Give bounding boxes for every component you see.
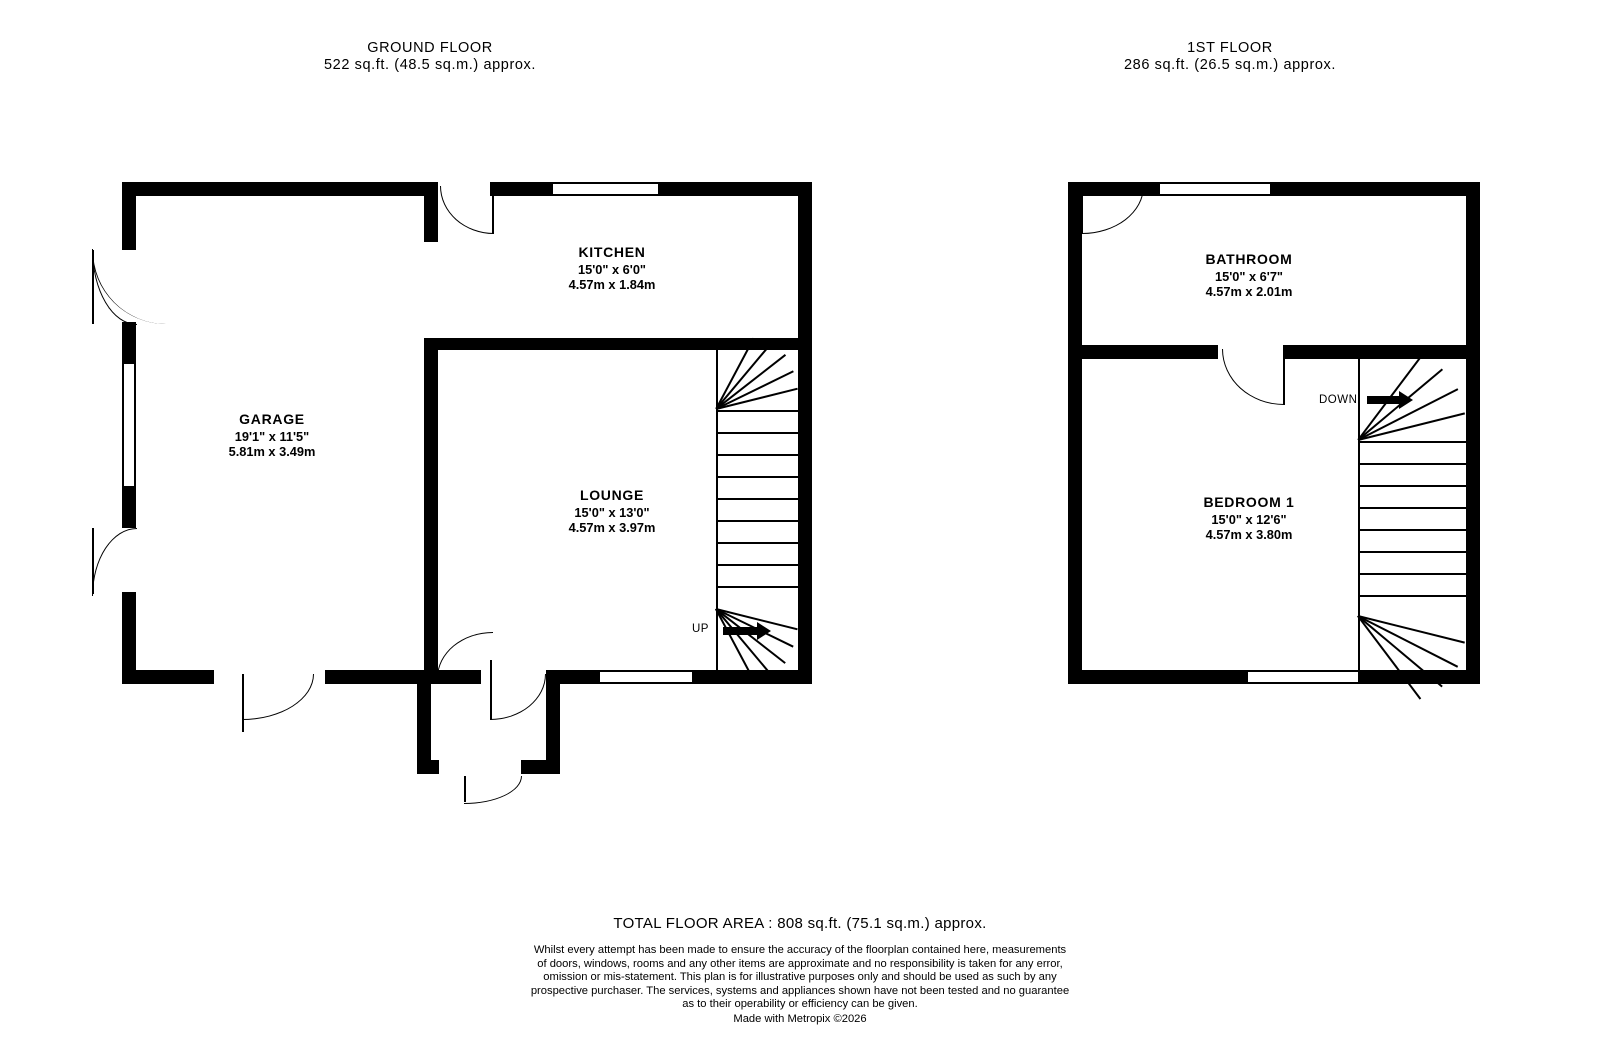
ground-floor-title: GROUND FLOOR xyxy=(367,40,493,56)
wall-gf-right xyxy=(798,182,812,684)
room-name-kitchen: KITCHEN xyxy=(578,244,646,260)
disclaimer-line-2: of doors, windows, rooms and any other items are approximate and no responsibility is taken for any error, xyxy=(537,957,1063,970)
wall-ff-bottom-right xyxy=(1358,670,1480,684)
wall-ff-top-right xyxy=(1270,182,1480,196)
wall-garage-divider-top xyxy=(424,182,438,242)
made-with-credit: Made with Metropix ©2026 xyxy=(733,1012,867,1025)
room-dim-imperial-garage: 19'1" x 11'5" xyxy=(234,429,310,444)
wall-garage-bottom-right xyxy=(325,670,343,684)
stairs-down-arrow-head xyxy=(1399,391,1413,409)
ground-floor-heading xyxy=(280,40,580,73)
room-name-garage: GARAGE xyxy=(239,411,305,427)
first-floor-title: 1ST FLOOR xyxy=(1187,40,1273,56)
room-dim-metric-garage: 5.81m x 3.49m xyxy=(228,444,316,459)
room-dim-imperial-lounge: 15'0" x 13'0" xyxy=(574,505,650,520)
room-label-bedroom1 xyxy=(1145,495,1353,542)
footer xyxy=(300,915,1300,1026)
room-label-garage xyxy=(168,412,376,459)
wall-garage-left-mid xyxy=(122,322,136,364)
total-floor-area: TOTAL FLOOR AREA : 808 sq.ft. (75.1 sq.m.) approx. xyxy=(613,915,987,932)
wall-garage-left-top xyxy=(122,182,136,250)
disclaimer-line-1: Whilst every attempt has been made to ensure the accuracy of the floorplan contained here, measurements xyxy=(533,944,1067,956)
door-swing-garage-rear xyxy=(242,674,314,720)
window-bathroom-front xyxy=(1160,182,1270,196)
door-swing-garage-side-bottom xyxy=(92,528,137,596)
room-dim-metric-lounge: 4.57m x 3.97m xyxy=(568,520,656,535)
wall-porch-left xyxy=(417,670,431,774)
disclaimer-line-5: as to their operability or efficiency can be given. xyxy=(682,998,918,1010)
door-swing-hall-inner xyxy=(490,674,546,720)
room-name-bedroom1: BEDROOM 1 xyxy=(1203,494,1295,510)
room-label-lounge xyxy=(508,488,716,535)
window-bedroom-rear xyxy=(1248,670,1358,684)
wall-ff-right xyxy=(1466,182,1480,684)
door-swing-bathroom xyxy=(1222,349,1284,405)
wall-garage-left-mid2 xyxy=(122,486,136,528)
room-dim-imperial-bathroom: 15'0" x 6'7" xyxy=(1214,269,1284,284)
wall-porch-right xyxy=(546,670,560,774)
window-kitchen-front xyxy=(553,182,658,196)
wall-garage-bottom-left xyxy=(122,670,214,684)
door-leaf-hall-inner xyxy=(490,674,492,720)
stairs-up-label: UP xyxy=(692,623,709,635)
wall-ff-bottom-left xyxy=(1068,670,1248,684)
door-swing-landing-top xyxy=(1082,186,1144,234)
wall-kitchen-lounge xyxy=(424,338,812,350)
disclaimer-line-3: omission or mis-statement. This plan is for illustrative purposes only and should be used as such by any xyxy=(543,971,1057,983)
door-swing-garage-side-top xyxy=(92,249,137,325)
garage-door-opening xyxy=(122,364,136,486)
room-dim-metric-bathroom: 4.57m x 2.01m xyxy=(1205,284,1293,299)
first-floor-heading xyxy=(1080,40,1380,73)
wall-bathroom-divider-right xyxy=(1283,345,1480,359)
room-name-bathroom: BATHROOM xyxy=(1205,251,1293,267)
stairs-down-label: DOWN xyxy=(1319,394,1358,406)
door-swing-lounge-hall xyxy=(437,632,493,678)
ground-floor-area: 522 sq.ft. (48.5 sq.m.) approx. xyxy=(323,57,537,73)
stairs-down-arrow-shaft xyxy=(1367,396,1399,404)
room-dim-metric-bedroom1: 4.57m x 3.80m xyxy=(1205,527,1293,542)
disclaimer-line-4: prospective purchaser. The services, systems and appliances shown have not been tested and no guarantee xyxy=(530,984,1070,997)
stairs-up-arrow-head xyxy=(757,622,771,640)
disclaimer xyxy=(300,944,1300,1026)
wall-porch-bottom-right xyxy=(521,760,560,774)
room-name-lounge: LOUNGE xyxy=(579,487,645,503)
wall-gf-top-garage xyxy=(122,182,434,196)
room-label-bathroom xyxy=(1145,252,1353,299)
wall-garage-divider-lower xyxy=(424,338,438,670)
room-dim-imperial-bedroom1: 15'0" x 12'6" xyxy=(1211,512,1287,527)
wall-porch-bottom-left xyxy=(417,760,439,774)
window-lounge-rear xyxy=(600,670,692,684)
door-swing-kitchen-front xyxy=(440,186,494,234)
door-leaf-landing-top-2 xyxy=(1081,186,1083,234)
room-label-kitchen xyxy=(508,245,716,292)
door-swing-porch-front xyxy=(464,776,522,804)
wall-bathroom-divider-left xyxy=(1068,345,1218,359)
room-dim-imperial-kitchen: 15'0" x 6'0" xyxy=(577,262,647,277)
stairs-up-arrow-shaft xyxy=(723,627,757,635)
wall-ff-left xyxy=(1068,182,1082,684)
first-floor-area: 286 sq.ft. (26.5 sq.m.) approx. xyxy=(1123,57,1337,73)
room-dim-metric-kitchen: 4.57m x 1.84m xyxy=(568,277,656,292)
